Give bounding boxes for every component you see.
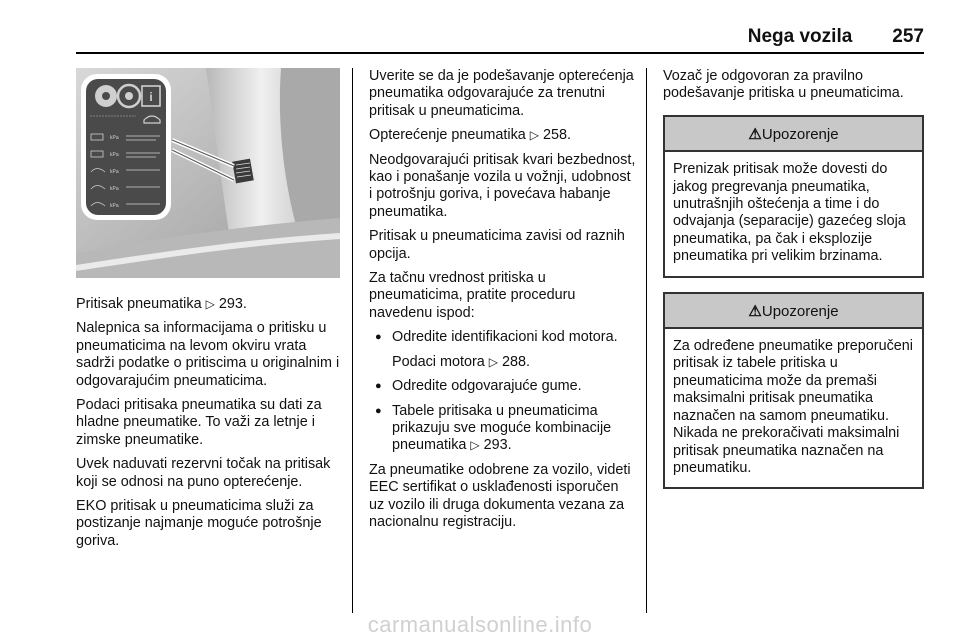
paragraph: Vozač je odgovoran za pravilno podešavanje pritiska u pneumaticima. [663,68,904,102]
column-divider [646,68,647,613]
procedure-list [369,378,637,455]
watermark: carmanualsonline.info [367,612,593,637]
kpa-text: kPa [110,135,119,141]
paragraph: Pritisak pneumatika ▷ 293. [76,296,247,312]
paragraph: Za pneumatike odobrene za vozilo, videti EEC sertifikat o usklađenosti isporučen uz vozilo ili druga dokumenta vezana za nacionalnu registraciju. [369,461,631,530]
paragraph: Opterećenje pneumatika ▷ 258. [369,127,572,144]
warning-box [663,115,924,278]
paragraph: Nalepnica sa informacijama o pritisku u pneumaticima na levom okviru vrata sadrži podatke o pritiscima u originalnim i odgovarajućim pneumaticima. [76,320,340,389]
paragraph: Uverite se da je podešavanje opterećenja pneumatika odgovarajuće za trenutni pritisak u pneumaticima. [369,68,634,119]
warning-box [663,292,924,490]
paragraph: EKO pritisak u pneumaticima služi za postizanje najmanje moguće potrošnje goriva. [76,498,322,549]
paragraph: Neodgovarajući pritisak kvari bezbednost, kao i ponašanje vozila u vožnji, udobnost i potrošnju goriva, i povećava habanje pneumatika. [369,151,636,220]
paragraph: Za tačnu vrednost pritiska u pneumaticima, pratite proceduru navedenu ispod: [369,270,576,321]
section-title: Nega vozila [747,26,853,47]
column-1 [76,68,342,557]
svg-text:i: i [149,90,153,104]
magnified-label [81,74,171,220]
tire-label-figure [76,68,340,278]
list-item: ● Tabele pritisaka u pneumaticima prikazuju sve moguće kombinacije pneumatika ▷ 293. [369,403,637,455]
kpa-text: kPa [110,186,119,192]
page-header [748,26,924,48]
warning-title: Upozorenje [761,125,839,143]
column-divider [352,68,353,613]
list-item: ● Odredite odgovarajuće gume. [369,378,637,395]
warning-header [665,294,922,329]
procedure-list [369,329,637,346]
warning-title: Upozorenje [761,302,839,320]
paragraph: Podaci pritisaka pneumatika su dati za hladne pneumatike. To važi za letnje i zimske pneumatike. [76,397,322,448]
header-rule [76,52,924,54]
warning-text: Za određene pneumatike preporučeni pritisak iz tabele pritiska u pneumaticima može da premaši maksimalni pritisak pneumatika naznačen na samom pneumatiku. Nikada ne prekoračivati maksimalni pritisak pneumatika naznačen na pneumatiku. [673,338,914,476]
kpa-text: kPa [110,203,119,209]
kpa-text: kPa [110,152,119,158]
column-3 [663,68,924,503]
page-number: 257 [892,26,924,47]
warning-header [665,117,922,152]
list-subitem: Podaci motora ▷ 288. [392,353,531,370]
warning-text: Prenizak pritisak može dovesti do jakog pregrevanja pneumatika, unutrašnjih oštećenja a time i do odvajanja (separacije) gazećeg sloja pneumatika, pa čak i eksplozije pneumatika pri velikim brzinama. [673,161,906,265]
door-sticker [232,159,254,184]
warning-icon: ⚠ [748,125,762,143]
kpa-text: kPa [110,169,119,175]
paragraph: Pritisak u pneumaticima zavisi od raznih opcija. [369,228,625,262]
paragraph: Uvek naduvati rezervni točak na pritisak koji se odnosi na puno opterećenje. [76,456,331,490]
list-item: ● Odredite identifikacioni kod motora. [369,329,637,346]
column-2 [369,68,637,538]
warning-icon: ⚠ [748,302,762,320]
